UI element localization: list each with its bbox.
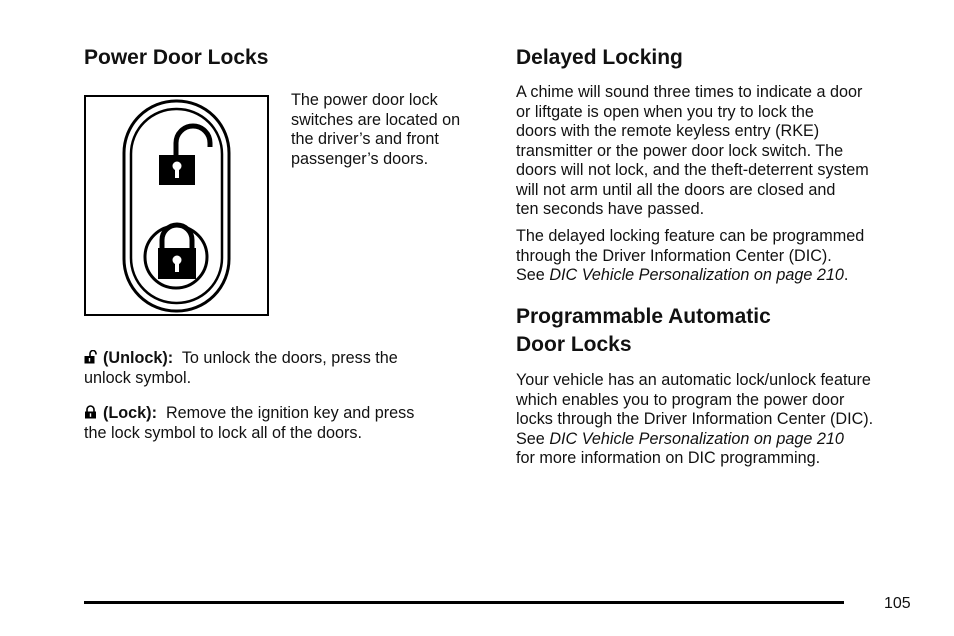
paragraph-line: will not arm until all the doors are closed and <box>516 180 836 199</box>
paragraph-line: transmitter or the power door lock switch. The <box>516 141 844 160</box>
figure-caption-line: passenger’s doors. <box>291 149 429 168</box>
paragraph-line: or liftgate is open when you try to lock the <box>516 102 814 121</box>
paragraph-line: doors with the remote keyless entry (RKE) <box>516 122 820 140</box>
lock-label: (Lock): <box>103 404 157 422</box>
unlock-paragraph <box>84 349 398 388</box>
lock-paragraph <box>84 404 414 443</box>
paragraph-line: locks through the Driver Information Center (DIC). <box>516 410 874 428</box>
paragraph-line: which enables you to program the power door <box>516 390 845 409</box>
unlock-text: To unlock the doors, press the <box>181 349 398 367</box>
unlock-icon <box>84 350 97 364</box>
period: . <box>843 266 849 284</box>
delayed-locking-paragraph-2 <box>516 227 864 286</box>
paragraph-line: doors will not lock, and the theft-deterrent system <box>516 161 869 179</box>
heading-line: Door Locks <box>516 333 632 356</box>
paragraph-line: The delayed locking feature can be programmed <box>516 227 865 245</box>
programmable-paragraph <box>516 371 873 469</box>
see-text: See <box>516 429 545 448</box>
figure-caption-line: The power door lock <box>291 91 438 109</box>
door-lock-switch-figure <box>84 95 269 316</box>
section-heading-delayed-locking: Delayed Locking <box>516 46 683 69</box>
lock-text: Remove the ignition key and press <box>165 404 415 422</box>
paragraph-line: ten seconds have passed. <box>516 200 705 218</box>
footer-rule <box>84 601 844 604</box>
paragraph-line: Your vehicle has an automatic lock/unlock feature <box>516 371 871 389</box>
figure-caption <box>291 91 460 169</box>
section-heading-power-door-locks: Power Door Locks <box>84 46 269 69</box>
figure-caption-line: the driver’s and front <box>291 130 439 148</box>
door-lock-switch-icon <box>86 97 267 314</box>
delayed-locking-paragraph-1 <box>516 83 869 220</box>
page-number: 105 <box>884 595 911 612</box>
cross-reference-link: DIC Vehicle Personalization on page 210 <box>549 266 844 284</box>
figure-caption-line: switches are located on <box>291 110 461 129</box>
see-text: See <box>516 266 545 284</box>
section-heading-programmable-automatic-door-locks <box>516 303 771 359</box>
paragraph-line: through the Driver Information Center (DIC). <box>516 246 832 265</box>
unlock-text-cont: unlock symbol. <box>84 368 192 387</box>
paragraph-line: A chime will sound three times to indicate a door <box>516 83 863 101</box>
heading-line: Programmable Automatic <box>516 305 771 328</box>
unlock-label: (Unlock): <box>103 349 174 367</box>
lock-icon <box>84 405 97 419</box>
lock-text-cont: the lock symbol to lock all of the doors. <box>84 423 363 442</box>
paragraph-line: for more information on DIC programming. <box>516 449 821 467</box>
cross-reference-link: DIC Vehicle Personalization on page 210 <box>549 429 844 448</box>
